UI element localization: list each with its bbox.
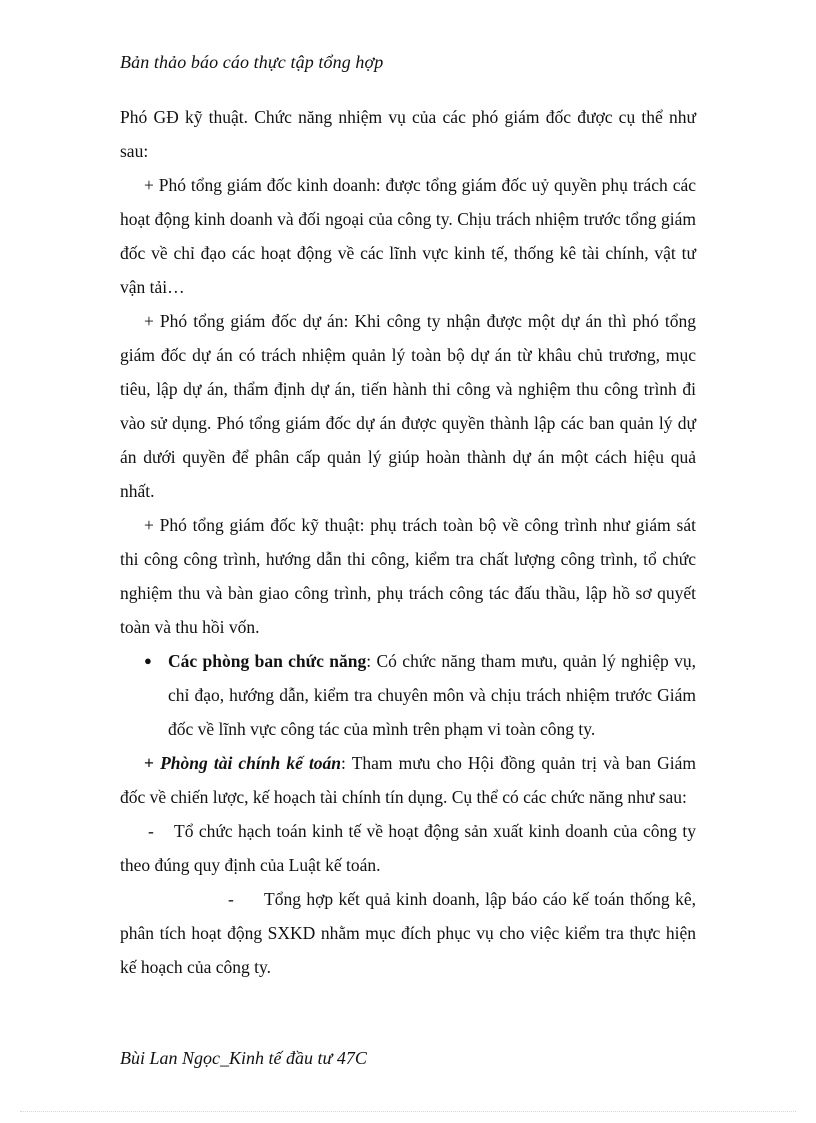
functional-departments-text: : Có chức năng tham mưu, quản lý nghiệp vụ, chỉ đạo, hướng dẫn, kiểm tra chuyên môn và chịu trách nhiệm trước Giám đốc về lĩnh vực công tác của mình trên phạm vi toàn công ty.: [168, 651, 696, 739]
paragraph-functional-departments: [120, 644, 696, 746]
finance-department-text: : Tham mưu cho Hội đồng quản trị và ban Giám đốc về chiến lược, kế hoạch tài chính tín dụng. Cụ thể có các chức năng như sau:: [120, 753, 696, 807]
paragraph-finance-department: [120, 746, 696, 814]
list-item-accounting-text: Tổ chức hạch toán kinh tế về hoạt động sản xuất kinh doanh của công ty theo đúng quy định của Luật kế toán.: [120, 821, 696, 875]
dash-marker: -: [228, 889, 234, 909]
list-item-reporting: [120, 882, 696, 984]
page-footer: Bùi Lan Ngọc_Kinh tế đầu tư 47C: [120, 1048, 367, 1068]
page-bottom-divider: [20, 1111, 796, 1112]
dash-marker: -: [148, 821, 154, 841]
functional-departments-heading: Các phòng ban chức năng: [168, 651, 367, 671]
paragraph-deputy-technical: + Phó tổng giám đốc kỹ thuật: phụ trách toàn bộ về công trình như giám sát thi công công trình, hướng dẫn thi công, kiểm tra chất lượng công trình, tổ chức nghiệm thu và bàn giao công trình, phụ trách công tác đấu thầu, lập hồ sơ quyết toàn và thu hồi vốn.: [120, 515, 696, 637]
list-item-reporting-text: Tổng hợp kết quả kinh doanh, lập báo cáo kế toán thống kê, phân tích hoạt động SXKD nhằm mục đích phục vụ cho việc kiểm tra thực hiện kế hoạch của công ty.: [120, 889, 696, 977]
paragraph-deputy-business: + Phó tổng giám đốc kinh doanh: được tổng giám đốc uỷ quyền phụ trách các hoạt động kinh doanh và đối ngoại của công ty. Chịu trách nhiệm trước tổng giám đốc về chỉ đạo các hoạt động về các lĩnh vực kinh tế, thống kê tài chính, vật tư vận tải…: [120, 175, 696, 297]
paragraph-deputy-project: + Phó tổng giám đốc dự án: Khi công ty nhận được một dự án thì phó tổng giám đốc dự án có trách nhiệm quản lý toàn bộ dự án từ khâu chủ trương, mục tiêu, lập dự án, thẩm định dự án, tiến hành thi công và nghiệm thu công trình đi vào sử dụng. Phó tổng giám đốc dự án được quyền thành lập các ban quản lý dự án dưới quyền để phân cấp quản lý giúp hoàn thành dự án một cách hiệu quả nhất.: [120, 311, 696, 501]
document-body: [120, 100, 696, 984]
paragraph-deputy-intro: Phó GĐ kỹ thuật. Chức năng nhiệm vụ của các phó giám đốc được cụ thể như sau:: [120, 107, 696, 161]
finance-plus: +: [144, 753, 161, 773]
list-item-accounting: [120, 814, 696, 882]
page-header: Bản thảo báo cáo thực tập tổng hợp: [120, 52, 384, 72]
bullet-icon: ●: [144, 653, 152, 668]
finance-department-heading: Phòng tài chính kế toán: [160, 753, 342, 773]
